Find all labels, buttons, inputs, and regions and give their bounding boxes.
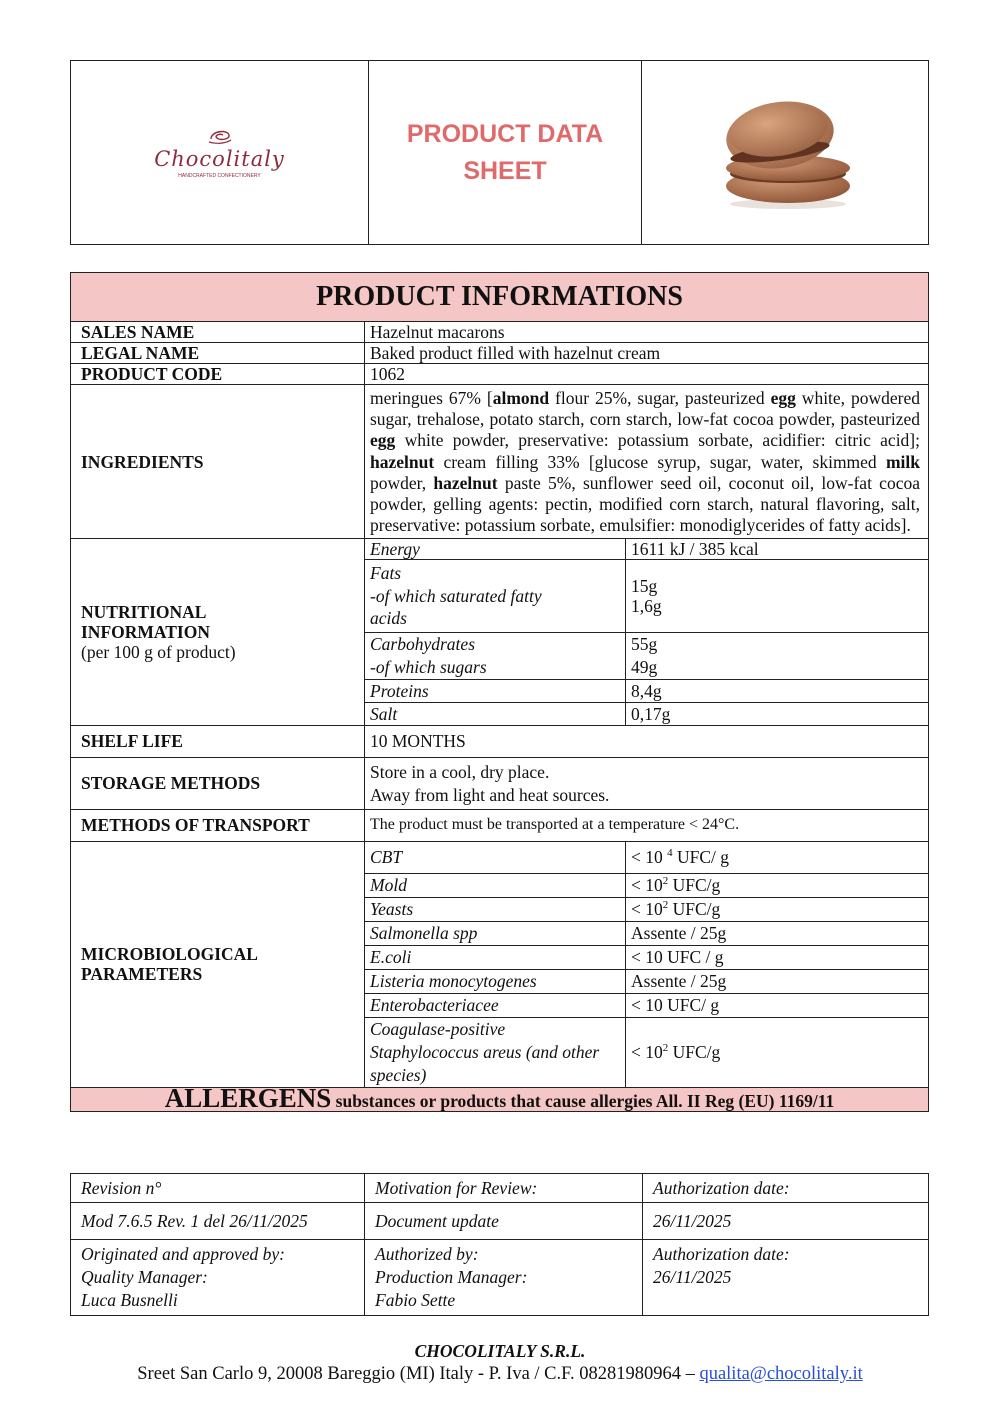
proteins-value: 8,4g	[626, 679, 929, 702]
entero-label: Enterobacteriacee	[365, 993, 626, 1017]
mold-value: < $10^2$ UFC/g	[626, 873, 929, 897]
cbt-label: CBT	[365, 841, 626, 873]
info-title-band	[71, 273, 929, 322]
header-table	[70, 60, 929, 245]
brand-logo	[71, 127, 368, 179]
fats-value: 15g 1,6g	[626, 560, 929, 633]
logo-cell	[71, 61, 369, 245]
allergens-title: ALLERGENS	[164, 1082, 332, 1113]
authorized-by: Authorized by: Production Manager: Fabio Sette	[365, 1240, 643, 1316]
auth-date-value: 26/11/2025	[643, 1203, 929, 1240]
ecoli-label: E.coli	[365, 945, 626, 969]
micro-label: MICROBIOLOGICAL PARAMETERS	[71, 841, 365, 1087]
transport-value: The product must be transported at a temperature < 24°C.	[365, 809, 929, 841]
motivation-header: Motivation for Review:	[365, 1174, 643, 1203]
listeria-label: Listeria monocytogenes	[365, 969, 626, 993]
staph-label: Coagulase-positive Staphylococcus areus (and other species)	[365, 1017, 626, 1087]
footer-email-link[interactable]: qualita@chocolitaly.it	[699, 1364, 863, 1384]
sales-name-label: SALES NAME	[71, 322, 365, 343]
salt-label: Salt	[365, 702, 626, 725]
product-info-table	[70, 272, 929, 1112]
footer-company: CHOCOLITALY S.R.L.	[414, 1341, 586, 1361]
product-code-value: 1062	[365, 364, 929, 385]
motivation-value: Document update	[365, 1203, 643, 1240]
image-cell	[642, 61, 929, 245]
title-cell	[369, 61, 642, 245]
shelf-life-value: 10 MONTHS	[365, 725, 929, 757]
brand-tagline: HANDCRAFTED CONFECTIONERY	[178, 172, 261, 179]
storage-label: STORAGE METHODS	[71, 757, 365, 809]
brand-name: Chocolitaly	[154, 146, 285, 171]
logo-swirl-icon	[205, 127, 235, 145]
legal-name-label: LEGAL NAME	[71, 343, 365, 364]
macaron-image	[700, 90, 870, 210]
revision-value: Mod 7.6.5 Rev. 1 del 26/11/2025	[71, 1203, 365, 1240]
carbs-label: Carbohydrates -of which sugars	[365, 632, 626, 679]
info-title: PRODUCT INFORMATIONS	[316, 281, 683, 312]
allergens-subtitle: substances or products that cause allergies All. II Reg (EU) 1169/11	[331, 1090, 835, 1111]
fats-label: Fats -of which saturated fatty acids	[365, 560, 626, 633]
energy-value: 1611 kJ / 385 kcal	[626, 539, 929, 560]
sales-name-value: Hazelnut macarons	[365, 322, 929, 343]
revision-table	[70, 1173, 929, 1316]
originated-by: Originated and approved by: Quality Manager: Luca Busnelli	[71, 1240, 365, 1316]
footer-address: Sreet San Carlo 9, 20008 Bareggio (MI) Italy - P. Iva / C.F. 08281980964 – qualita@chocolitaly.it	[137, 1364, 863, 1384]
storage-value: Store in a cool, dry place. Away from light and heat sources.	[365, 757, 929, 809]
legal-name-value: Baked product filled with hazelnut cream	[365, 343, 929, 364]
auth-date-header: Authorization date:	[643, 1174, 929, 1203]
proteins-label: Proteins	[365, 679, 626, 702]
salt-value: 0,17g	[626, 702, 929, 725]
allergens-band	[71, 1082, 929, 1113]
ingredients-value: meringues 67% [almond flour 25%, sugar, pasteurized egg white, powdered sugar, trehalose, potato starch, corn starch, low-fat cocoa powder, pasteurized egg white powder, preservative: potassium sorbate, acidifier: citric acid]; hazelnut cream filling 33% [glucose syrup, sugar, water, skimmed milk powder, hazelnut paste 5%, sunflower seed oil, coconut oil, low-fat cocoa powder, gelling agents: pectin, modified corn starch, natural flavoring, salt, preservative: potassium sorbate, emulsifier: monodiglycerides of fatty acids].	[365, 385, 929, 539]
carbs-value: 55g 49g	[626, 632, 929, 679]
energy-label: Energy	[365, 539, 626, 560]
entero-value: < 10 UFC/ g	[626, 993, 929, 1017]
revision-header: Revision n°	[71, 1174, 365, 1203]
transport-label: METHODS OF TRANSPORT	[71, 809, 365, 841]
authorization-date: Authorization date: 26/11/2025	[643, 1240, 929, 1316]
ecoli-value: < 10 UFC / g	[626, 945, 929, 969]
yeasts-label: Yeasts	[365, 897, 626, 921]
mold-label: Mold	[365, 873, 626, 897]
yeasts-value: < $10^2$ UFC/g	[626, 897, 929, 921]
salmonella-label: Salmonella spp	[365, 921, 626, 945]
nutrition-label: NUTRITIONAL INFORMATION (per 100 g of product)	[71, 539, 365, 726]
listeria-value: Assente / 25g	[626, 969, 929, 993]
doc-title: PRODUCT DATA SHEET	[406, 119, 604, 185]
shelf-life-label: SHELF LIFE	[71, 725, 365, 757]
staph-value: < $10^2$ UFC/g	[626, 1017, 929, 1087]
cbt-value: < 10 $^4$ UFC/ g	[626, 841, 929, 873]
product-code-label: PRODUCT CODE	[71, 364, 365, 385]
salmonella-value: Assente / 25g	[626, 921, 929, 945]
ingredients-label: INGREDIENTS	[71, 385, 365, 539]
